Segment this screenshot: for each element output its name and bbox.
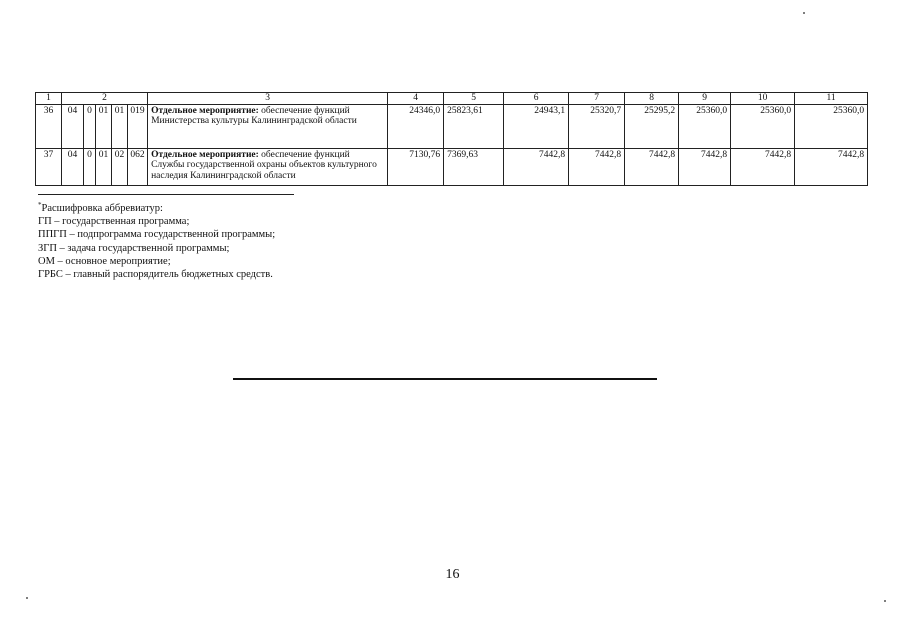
column-number: 1 xyxy=(36,93,62,105)
measure-code: 02 xyxy=(112,148,128,185)
row-number: 36 xyxy=(36,104,62,148)
value-cell: 24346,0 xyxy=(388,104,444,148)
table-row xyxy=(36,104,868,148)
page-number: 16 xyxy=(445,567,460,582)
value-cell: 25295,2 xyxy=(625,104,679,148)
column-number: 7 xyxy=(569,93,625,105)
column-number: 8 xyxy=(625,93,679,105)
value-cell: 24943,1 xyxy=(504,104,569,148)
measure-title-rest: обеспечение функций Министерства культуры Калининградской области xyxy=(151,105,357,126)
value-cell: 7442,8 xyxy=(679,148,731,185)
scan-speck xyxy=(803,12,805,14)
abbreviation-item: ППГП – подпрограмма государственной программы; xyxy=(38,229,276,241)
value-cell: 7442,8 xyxy=(504,148,569,185)
program-code: 04 xyxy=(62,148,84,185)
abbreviation-item: ЗГП – задача государственной программы; xyxy=(38,242,230,254)
value-cell: 7442,8 xyxy=(731,148,795,185)
footnote-marker: * xyxy=(38,201,42,209)
abbreviations-footnote xyxy=(38,202,275,281)
abbreviation-item: ОМ – основное мероприятие; xyxy=(38,255,171,267)
measure-code: 01 xyxy=(112,104,128,148)
measure-title-bold: Отдельное мероприятие: xyxy=(151,149,259,160)
value-cell: 7130,76 xyxy=(388,148,444,185)
abbreviation-item: ГРБС – главный распорядитель бюджетных средств. xyxy=(38,269,273,281)
column-number: 4 xyxy=(388,93,444,105)
grbs-code: 062 xyxy=(128,148,148,185)
scan-speck xyxy=(884,600,886,602)
column-number: 3 xyxy=(148,93,388,105)
measure-description xyxy=(148,148,388,185)
measure-description xyxy=(148,104,388,148)
column-number: 6 xyxy=(504,93,569,105)
value-cell: 7369,63 xyxy=(444,148,504,185)
footnote-heading: Расшифровка аббревиатур: xyxy=(41,203,163,214)
value-cell: 7442,8 xyxy=(569,148,625,185)
value-cell: 25360,0 xyxy=(795,104,868,148)
abbreviation-item: ГП – государственная программа; xyxy=(38,216,190,228)
row-number: 37 xyxy=(36,148,62,185)
grbs-code: 019 xyxy=(128,104,148,148)
value-cell: 25320,7 xyxy=(569,104,625,148)
column-number: 10 xyxy=(731,93,795,105)
value-cell: 25823,61 xyxy=(444,104,504,148)
column-number: 9 xyxy=(679,93,731,105)
table-row xyxy=(36,148,868,185)
footnote-heading-line xyxy=(38,202,275,215)
budget-table xyxy=(35,92,868,186)
task-code: 01 xyxy=(96,104,112,148)
measure-title-bold: Отдельное мероприятие: xyxy=(151,105,259,116)
measure-title-rest: обеспечение функций Службы государственной охраны объектов культурного наследия Калининградской области xyxy=(151,149,377,181)
value-cell: 7442,8 xyxy=(625,148,679,185)
document-end-rule xyxy=(233,378,657,380)
task-code: 01 xyxy=(96,148,112,185)
column-number: 5 xyxy=(444,93,504,105)
footnote-separator xyxy=(38,194,294,195)
value-cell: 25360,0 xyxy=(679,104,731,148)
column-number: 2 xyxy=(62,93,148,105)
program-code: 04 xyxy=(62,104,84,148)
subprogram-code: 0 xyxy=(84,104,96,148)
column-number: 11 xyxy=(795,93,868,105)
value-cell: 25360,0 xyxy=(731,104,795,148)
value-cell: 7442,8 xyxy=(795,148,868,185)
column-number-row xyxy=(36,93,868,105)
subprogram-code: 0 xyxy=(84,148,96,185)
scan-speck xyxy=(26,597,28,599)
